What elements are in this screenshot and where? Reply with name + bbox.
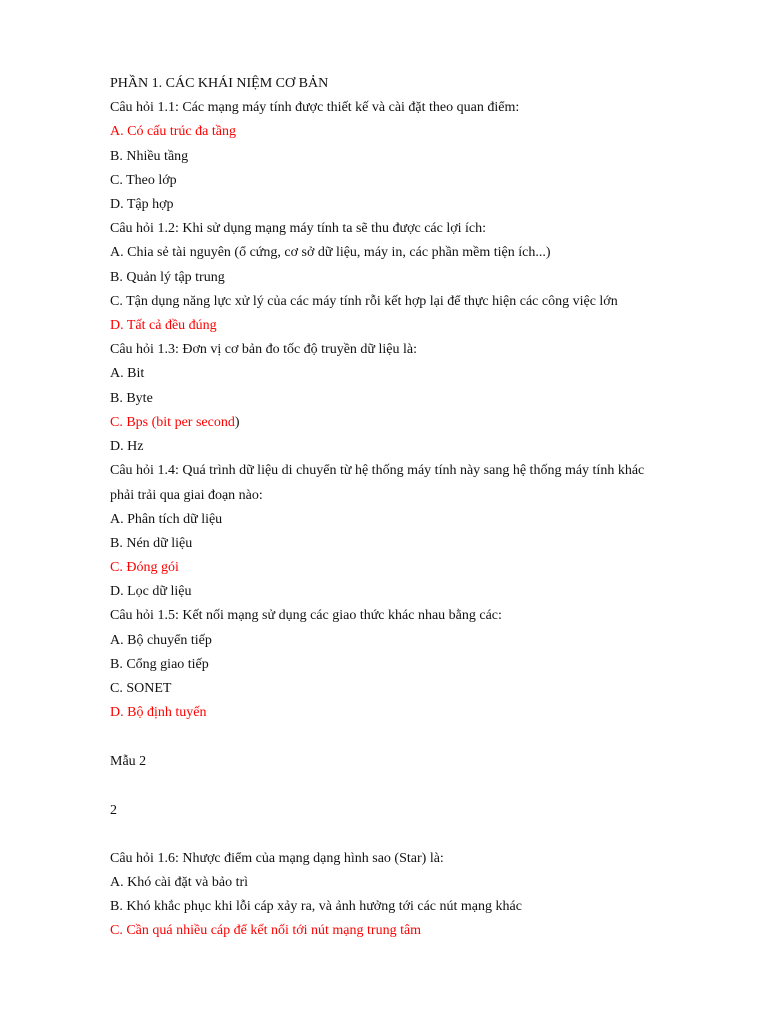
q1-2-option-d-answer: D. Tất cả đều đúng — [110, 318, 217, 333]
form-label: Mẫu 2 — [110, 754, 147, 769]
q1-3-option-b: B. Byte — [110, 391, 153, 406]
question-1-6: Câu hỏi 1.6: Nhược điểm của mạng dạng hình sao (Star) là: — [110, 851, 444, 866]
q1-3-option-c — [110, 415, 240, 431]
question-1-4-line-1: Câu hỏi 1.4: Quá trình dữ liệu di chuyển từ hệ thống máy tính này sang hệ thống máy tính khác — [110, 463, 645, 478]
question-1-3: Câu hỏi 1.3: Đơn vị cơ bản đo tốc độ truyền dữ liệu là: — [110, 342, 418, 357]
q1-4-option-b: B. Nén dữ liệu — [110, 536, 193, 551]
section-title: PHẦN 1. CÁC KHÁI NIỆM CƠ BẢN — [110, 76, 329, 91]
q1-6-option-b: B. Khó khắc phục khi lỗi cáp xảy ra, và ảnh hưởng tới các nút mạng khác — [110, 899, 522, 914]
q1-5-option-d-answer: D. Bộ định tuyến — [110, 705, 207, 720]
q1-3-option-c-answer: C. Bps (bit per second — [110, 415, 235, 430]
q1-4-option-a: A. Phân tích dữ liệu — [110, 512, 223, 527]
q1-3-option-c-tail: ) — [234, 415, 240, 430]
q1-3-option-a: A. Bit — [110, 366, 145, 381]
question-1-5: Câu hỏi 1.5: Kết nối mạng sử dụng các giao thức khác nhau bằng các: — [110, 608, 502, 623]
q1-5-option-b: B. Cổng giao tiếp — [110, 657, 209, 672]
q1-3-option-d: D. Hz — [110, 439, 144, 454]
q1-4-option-c-answer: C. Đóng gói — [110, 560, 179, 575]
q1-6-option-a: A. Khó cài đặt và bảo trì — [110, 875, 249, 890]
q1-2-option-c: C. Tận dụng năng lực xử lý của các máy tính rỗi kết hợp lại để thực hiện các công việc lớn — [110, 294, 618, 309]
page-number: 2 — [110, 803, 117, 818]
question-1-4-line-2: phải trải qua giai đoạn nào: — [110, 488, 263, 503]
q1-1-option-a-answer: A. Có cấu trúc đa tầng — [110, 124, 236, 139]
q1-5-option-a: A. Bộ chuyển tiếp — [110, 633, 212, 648]
q1-1-option-d: D. Tập hợp — [110, 197, 174, 212]
question-1-1: Câu hỏi 1.1: Các mạng máy tính được thiết kế và cài đặt theo quan điểm: — [110, 100, 520, 115]
q1-2-option-b: B. Quản lý tập trung — [110, 270, 225, 285]
q1-4-option-d: D. Lọc dữ liệu — [110, 584, 192, 599]
q1-1-option-b: B. Nhiều tầng — [110, 149, 189, 164]
q1-2-option-a: A. Chia sẻ tài nguyên (ổ cứng, cơ sở dữ liệu, máy in, các phần mềm tiện ích...) — [110, 245, 551, 260]
q1-5-option-c: C. SONET — [110, 681, 172, 696]
q1-1-option-c: C. Theo lớp — [110, 173, 177, 188]
question-1-2: Câu hỏi 1.2: Khi sử dụng mạng máy tính ta sẽ thu được các lợi ích: — [110, 221, 487, 236]
q1-6-option-c-answer: C. Cần quá nhiều cáp để kết nối tới nút mạng trung tâm — [110, 923, 422, 938]
